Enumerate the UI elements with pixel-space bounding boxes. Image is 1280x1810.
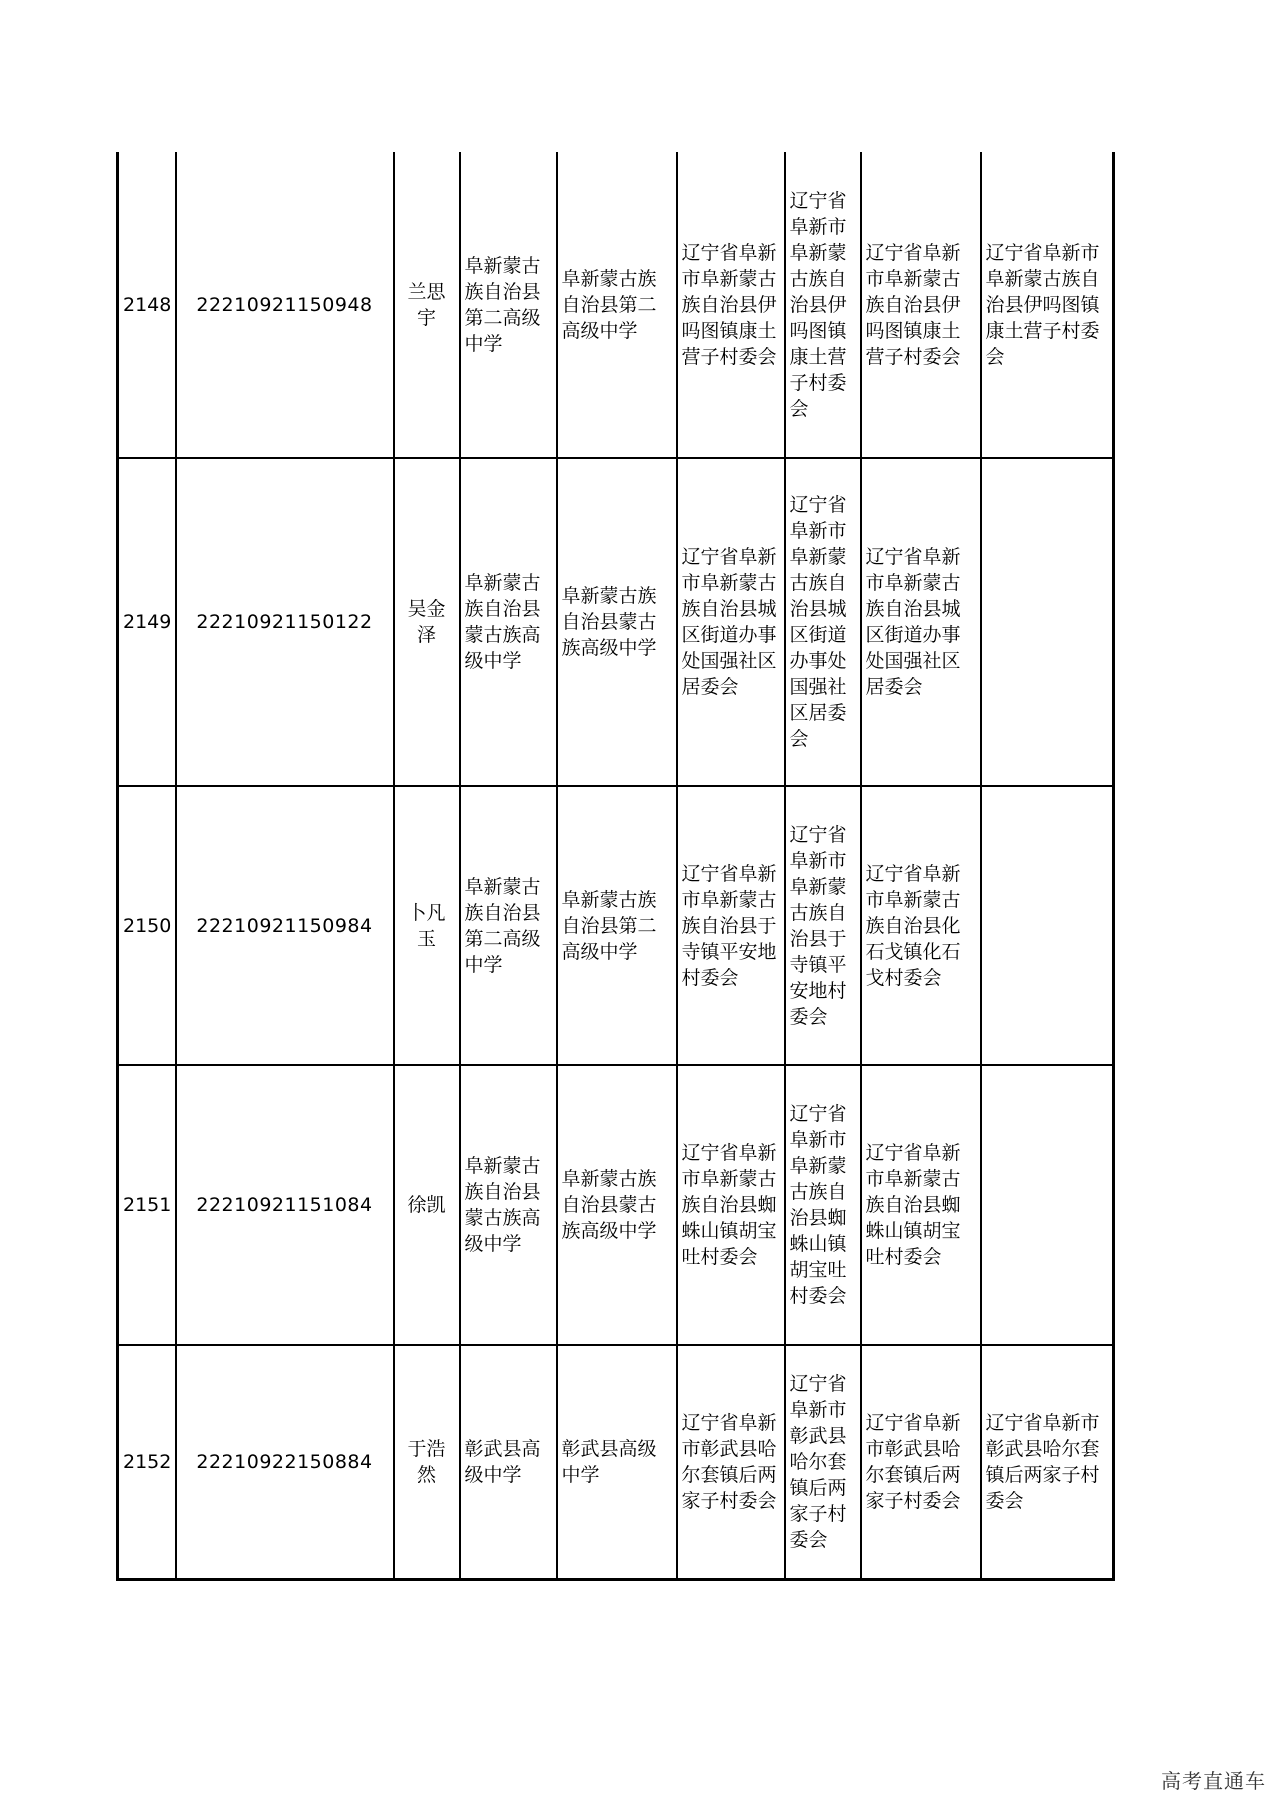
school-cell: 阜新蒙古族自治县第二高级中学 bbox=[460, 786, 557, 1065]
address-cell-2: 辽宁省阜新市阜新蒙古族自治县伊吗图镇康土营子村委会 bbox=[785, 152, 861, 458]
seq-cell: 2151 bbox=[118, 1065, 176, 1345]
school-cell: 彰武县高级中学 bbox=[460, 1345, 557, 1579]
table-row bbox=[118, 458, 1114, 786]
address-cell-1: 辽宁省阜新市阜新蒙古族自治县伊吗图镇康土营子村委会 bbox=[677, 152, 785, 458]
address-cell-2: 辽宁省阜新市彰武县哈尔套镇后两家子村委会 bbox=[785, 1345, 861, 1579]
address-cell-1: 辽宁省阜新市彰武县哈尔套镇后两家子村委会 bbox=[677, 1345, 785, 1579]
id-cell: 22210921150984 bbox=[176, 786, 394, 1065]
address-cell-1: 辽宁省阜新市阜新蒙古族自治县蜘蛛山镇胡宝吐村委会 bbox=[677, 1065, 785, 1345]
address-cell-2: 辽宁省阜新市阜新蒙古族自治县蜘蛛山镇胡宝吐村委会 bbox=[785, 1065, 861, 1345]
seq-cell: 2148 bbox=[118, 152, 176, 458]
table-row bbox=[118, 1345, 1114, 1579]
address-cell-3: 辽宁省阜新市阜新蒙古族自治县伊吗图镇康土营子村委会 bbox=[861, 152, 981, 458]
address-cell-4 bbox=[981, 786, 1114, 1065]
address-cell-4 bbox=[981, 458, 1114, 786]
school-cell-2: 阜新蒙古族自治县第二高级中学 bbox=[557, 786, 677, 1065]
address-cell-2: 辽宁省阜新市阜新蒙古族自治县城区街道办事处国强社区居委会 bbox=[785, 458, 861, 786]
school-cell-2: 阜新蒙古族自治县第二高级中学 bbox=[557, 152, 677, 458]
seq-cell: 2152 bbox=[118, 1345, 176, 1579]
school-cell: 阜新蒙古族自治县第二高级中学 bbox=[460, 152, 557, 458]
school-cell-2: 彰武县高级中学 bbox=[557, 1345, 677, 1579]
id-cell: 22210921151084 bbox=[176, 1065, 394, 1345]
name-cell: 卜凡玉 bbox=[394, 786, 460, 1065]
name-cell: 吴金泽 bbox=[394, 458, 460, 786]
school-cell-2: 阜新蒙古族自治县蒙古族高级中学 bbox=[557, 1065, 677, 1345]
table-row bbox=[118, 786, 1114, 1065]
address-cell-2: 辽宁省阜新市阜新蒙古族自治县于寺镇平安地村委会 bbox=[785, 786, 861, 1065]
id-cell: 22210921150122 bbox=[176, 458, 394, 786]
table-row bbox=[118, 152, 1114, 458]
name-cell: 徐凯 bbox=[394, 1065, 460, 1345]
roster-table bbox=[116, 152, 1115, 1581]
address-cell-3: 辽宁省阜新市彰武县哈尔套镇后两家子村委会 bbox=[861, 1345, 981, 1579]
name-cell: 兰思宇 bbox=[394, 152, 460, 458]
table-row bbox=[118, 1065, 1114, 1345]
id-cell: 22210922150884 bbox=[176, 1345, 394, 1579]
address-cell-4: 辽宁省阜新市阜新蒙古族自治县伊吗图镇康土营子村委会 bbox=[981, 152, 1114, 458]
seq-cell: 2149 bbox=[118, 458, 176, 786]
school-cell-2: 阜新蒙古族自治县蒙古族高级中学 bbox=[557, 458, 677, 786]
seq-cell: 2150 bbox=[118, 786, 176, 1065]
school-cell: 阜新蒙古族自治县蒙古族高级中学 bbox=[460, 458, 557, 786]
address-cell-4 bbox=[981, 1065, 1114, 1345]
address-cell-3: 辽宁省阜新市阜新蒙古族自治县城区街道办事处国强社区居委会 bbox=[861, 458, 981, 786]
school-cell: 阜新蒙古族自治县蒙古族高级中学 bbox=[460, 1065, 557, 1345]
address-cell-4: 辽宁省阜新市彰武县哈尔套镇后两家子村委会 bbox=[981, 1345, 1114, 1579]
address-cell-3: 辽宁省阜新市阜新蒙古族自治县化石戈镇化石戈村委会 bbox=[861, 786, 981, 1065]
watermark: 高考直通车 bbox=[1161, 1769, 1266, 1793]
id-cell: 22210921150948 bbox=[176, 152, 394, 458]
address-cell-1: 辽宁省阜新市阜新蒙古族自治县城区街道办事处国强社区居委会 bbox=[677, 458, 785, 786]
name-cell: 于浩然 bbox=[394, 1345, 460, 1579]
address-cell-1: 辽宁省阜新市阜新蒙古族自治县于寺镇平安地村委会 bbox=[677, 786, 785, 1065]
address-cell-3: 辽宁省阜新市阜新蒙古族自治县蜘蛛山镇胡宝吐村委会 bbox=[861, 1065, 981, 1345]
